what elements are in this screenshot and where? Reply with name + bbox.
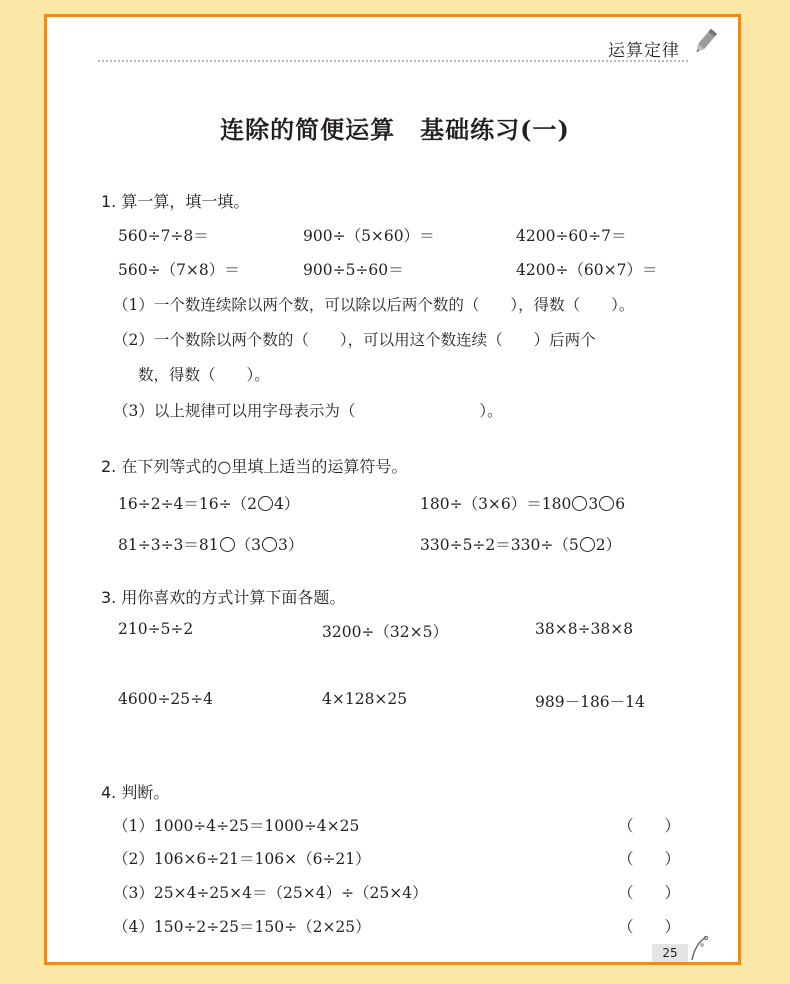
q2-equation-text: 16÷2÷4＝16÷（2 <box>118 495 257 513</box>
operator-circle-blank[interactable] <box>220 537 235 552</box>
page-title: 连除的简便运算 基础练习(一) <box>220 115 570 144</box>
q4-answer-bracket[interactable]: （ ） <box>618 884 681 902</box>
q2-equation-text: 6 <box>615 495 626 513</box>
q2-equation-text: 81÷3÷3＝81 <box>118 536 219 554</box>
q3-expr: 4×128×25 <box>322 690 408 708</box>
q1-expr: 560÷（7×8）＝ <box>118 261 240 279</box>
q3-expr: 989－186－14 <box>535 693 645 711</box>
header-divider <box>98 60 688 62</box>
pencil-icon <box>692 27 718 57</box>
q3-heading: 3. 用你喜欢的方式计算下面各题。 <box>101 588 346 607</box>
q2-equation-text: 180÷（3×6）＝180 <box>420 495 572 513</box>
q4-statement: （3）25×4÷25×4＝（25×4）÷（25×4） <box>113 884 428 902</box>
q4-answer-bracket[interactable]: （ ） <box>618 817 681 835</box>
q4-statement: （4）150÷2÷25＝150÷（2×25） <box>113 918 371 936</box>
q1-fill-line-2a: （2）一个数除以两个数的（ ），可以用这个数连续（ ）后两个 <box>113 331 596 349</box>
q4-answer-bracket[interactable]: （ ） <box>618 850 681 868</box>
q2-equation-text: 4） <box>274 495 300 513</box>
q1-fill-line-1: （1）一个数连续除以两个数，可以除以后两个数的（ ），得数（ ）。 <box>113 296 635 314</box>
q1-expr: 900÷（5×60）＝ <box>303 227 435 245</box>
q2-equation-3 <box>118 533 303 555</box>
q1-expr: 560÷7÷8＝ <box>118 227 209 245</box>
q1-fill-line-2b: 数，得数（ ）。 <box>138 366 270 384</box>
operator-circle-blank[interactable] <box>580 537 595 552</box>
q2-equation-text: 2） <box>595 536 622 554</box>
q1-expr: 4200÷60÷7＝ <box>516 227 627 245</box>
page-number: 25 <box>652 944 688 962</box>
operator-circle-blank[interactable] <box>258 496 273 511</box>
q3-expr: 38×8÷38×8 <box>535 620 634 638</box>
q2-equation-text: 3） <box>278 536 304 554</box>
swoosh-icon <box>688 934 710 962</box>
q2-heading: 2. 在下列等式的○里填上适当的运算符号。 <box>101 457 408 476</box>
q2-equation-text: 3 <box>588 495 599 513</box>
q2-equation-1 <box>118 492 299 514</box>
operator-circle-blank[interactable] <box>262 537 277 552</box>
q2-equation-text: 330÷5÷2＝330÷（5 <box>420 536 579 554</box>
q2-equation-2 <box>420 492 625 514</box>
q1-expr: 900÷5÷60＝ <box>303 261 404 279</box>
q4-statement: （2）106×6÷21＝106×（6÷21） <box>113 850 371 868</box>
chapter-title: 运算定律 <box>608 41 680 61</box>
q2-equation-4 <box>420 533 621 555</box>
operator-circle-blank[interactable] <box>599 496 614 511</box>
operator-circle-blank[interactable] <box>572 496 587 511</box>
q1-fill-line-3: （3）以上规律可以用字母表示为（ ）。 <box>113 402 503 420</box>
q1-heading: 1. 算一算，填一填。 <box>101 192 250 211</box>
q4-answer-bracket[interactable]: （ ） <box>618 918 681 936</box>
q1-expr: 4200÷（60×7）＝ <box>516 261 658 279</box>
q4-statement: （1）1000÷4÷25＝1000÷4×25 <box>113 817 360 835</box>
q3-expr: 3200÷（32×5） <box>322 623 449 641</box>
q4-heading: 4. 判断。 <box>101 783 170 802</box>
q3-expr: 4600÷25÷4 <box>118 690 214 708</box>
q3-expr: 210÷5÷2 <box>118 620 194 638</box>
q2-equation-text: （3 <box>235 536 262 554</box>
